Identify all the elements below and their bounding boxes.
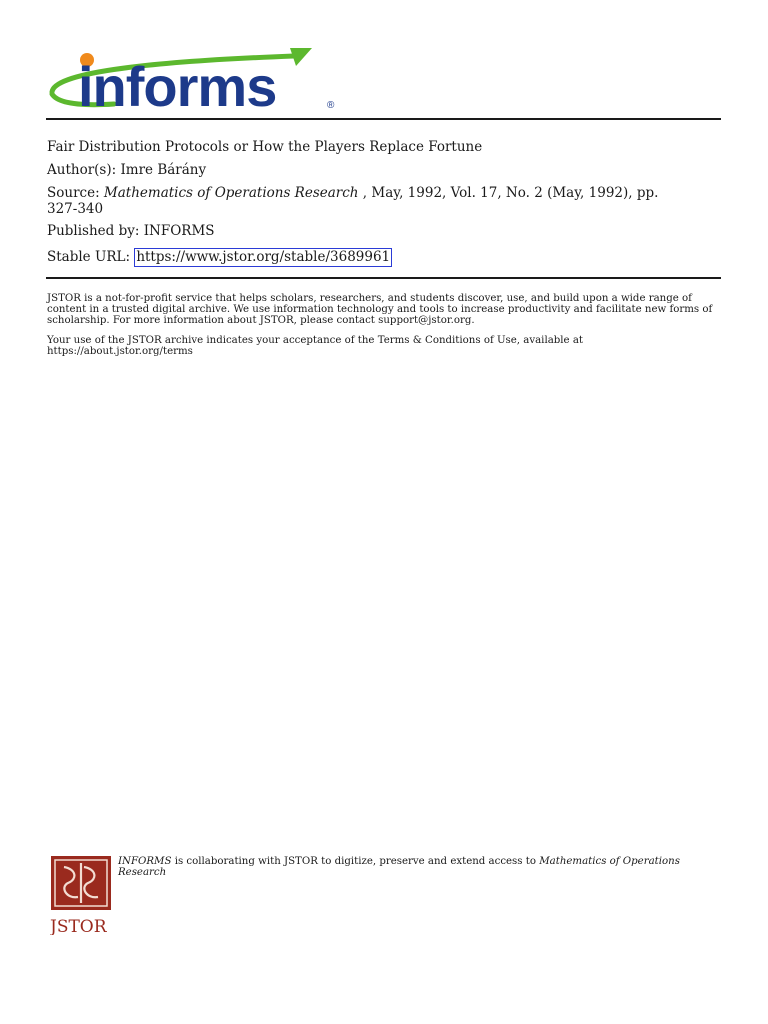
publisher-name: INFORMS — [143, 223, 215, 239]
terms-text: Your use of the JSTOR archive indicates your acceptance of the Terms & Conditions of Use, available at — [47, 335, 583, 346]
jstor-logo — [50, 855, 114, 935]
article-title — [47, 139, 723, 155]
logo-swoosh-arrow — [290, 48, 312, 66]
source-details: , May, 1992, Vol. 17, No. 2 (May, 1992), pp. — [358, 185, 659, 201]
top-rule — [46, 118, 721, 120]
source-line — [47, 185, 723, 217]
author-name: Imre Bárány — [120, 162, 207, 178]
informs-logo — [44, 42, 344, 114]
stable-url-line — [47, 248, 723, 267]
publisher-label: Published by: — [47, 223, 144, 239]
source-pages: 327-340 — [47, 201, 104, 217]
collaboration-note — [118, 856, 708, 878]
stable-url-label: Stable URL: — [47, 249, 135, 265]
publisher-line — [47, 223, 723, 239]
logo-registered-mark: ® — [327, 100, 335, 111]
logo-wordmark: informs — [78, 55, 277, 114]
jstor-wordmark: JSTOR — [50, 917, 107, 935]
collab-text: is collaborating with JSTOR to digitize, preserve and extend access to — [171, 856, 540, 867]
stable-url-link[interactable]: https://www.jstor.org/stable/3689961 — [136, 249, 391, 265]
terms-url[interactable]: https://about.jstor.org/terms — [47, 346, 193, 357]
author-label: Author(s): — [47, 162, 121, 178]
notice-paragraph-1: JSTOR is a not-for-profit service that helps scholars, researchers, and students discover, use, and build upon a wide range of content in a trusted digital archive. We use information technology and tools to increase productivity and facilitate new forms of scholarship. For more information about JSTOR, please contact support@jstor.org. — [47, 293, 713, 326]
bottom-rule — [46, 277, 721, 279]
title-text: Fair Distribution Protocols or How the Players Replace Fortune — [47, 139, 483, 155]
collab-org: INFORMS — [118, 856, 172, 867]
terms-notice — [47, 335, 722, 357]
collab-journal: Mathematics of Operations Research — [118, 856, 680, 878]
source-journal: Mathematics of Operations Research — [103, 185, 359, 201]
author-line — [47, 162, 723, 178]
jstor-notice — [47, 293, 722, 326]
source-label: Source: — [47, 185, 104, 201]
